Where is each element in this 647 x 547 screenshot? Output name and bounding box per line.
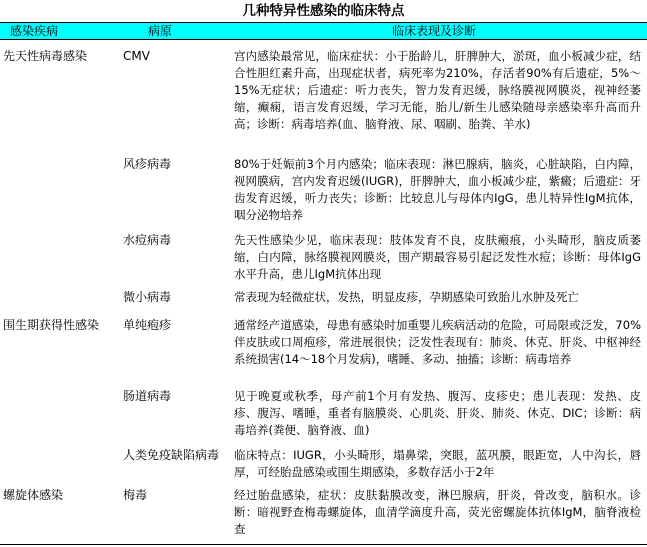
pathogen-hiv: 人类免疫缺陷病毒 [123,448,220,462]
header-pathogen: 病原 [148,24,173,38]
features-parvovirus: 常表现为轻微症状，发热，明显皮疹，孕期感染可致胎儿水肿及死亡 [234,290,579,304]
pathogen-cmv: CMV [123,49,150,63]
pathogen-syphilis: 梅毒 [123,488,148,502]
group-congenital-viral: 先天性病毒感染 [3,49,88,63]
features-enterovirus: 见于晚夏或秋季，母产前1个月有发热、腹泻、皮疹史；患儿表现：发热、皮疹、腹泻、嗜睡，重者有脑膜炎、心肌炎、肝炎、肺炎、休克、DIC；诊断：病毒培养(粪便、脑脊液、血) [234,389,641,437]
group-perinatal: 围生期获得性感染 [3,318,100,332]
features-varicella: 先天性感染少见，临床表现：肢体发育不良，皮肤瘢痕，小头畸形，脑皮质萎缩，白内障，脉络膜视网膜炎，围产期最容易引起泛发性水痘；诊断：母体IgG水平升高，患儿IgM抗体出现 [234,233,641,281]
features-rubella: 80%于妊娠前3个月内感染；临床表现：淋巴腺病，脑炎，心脏缺陷，白内障，视网膜病，宫内发育迟缓(IUGR)，肝脾肿大，血小板减少症，紫癜；后遗症：牙齿发育迟缓，听力丧失；诊断：比较息儿与母体内IgG，患儿特异性IgM抗体，咽分泌物培养 [234,157,641,222]
pathogen-parvovirus: 微小病毒 [123,290,172,304]
group-spirochete: 螺旋体感染 [3,488,64,502]
bottom-rule [0,544,647,545]
pathogen-rubella: 风疹病毒 [123,157,172,171]
pathogen-hsv: 单纯疱疹 [123,318,172,332]
pathogen-enterovirus: 肠道病毒 [123,389,172,403]
features-hiv: 临床特点：IUGR，小头畸形，塌鼻梁，突眼，蓝巩膜，眼距宽，人中沟长，唇厚，可经胎盘感染或围生期感染，多数存活小于2年 [234,448,641,479]
header-features: 临床表现及诊断 [392,24,477,38]
table-header [0,22,647,40]
features-hsv: 通常经产道感染，母患有感染时加重婴儿疾病活动的危险，可局限或泛发，70%伴皮肤或口周疱疹，常进展很快；泛发性表现有：肺炎、休克、肝炎、中枢神经系统损害(14～18个月发病)，嗜睡、多动、抽搐；诊断：病毒培养 [234,318,641,366]
features-syphilis: 经过胎盘感染，症状：皮肤黏膜改变，淋巴腺病，肝炎，骨改变，脑积水。诊断：暗视野查梅毒螺旋体，血清学滴度升高，荧光密螺旋体抗体IgM，脑脊液检查 [234,488,641,536]
header-disease: 感染疾病 [10,24,59,38]
pathogen-varicella: 水痘病毒 [123,233,172,247]
features-cmv: 宫内感染最常见，临床症状：小于胎龄儿，肝脾肿大，淤斑，血小板减少症，结合性胆红素升高，出现症状者，病死率为210%，存活者90%有后遗症，5%～15%无症状；后遗症：听力丧失，智力发育迟缓，脉络膜视网膜炎，视神经萎缩，癫痫，语言发育迟缓，学习无能，胎儿/新生儿感染随母亲感染率升高而升高；诊断：病毒培养(血、脑脊液、尿、咽刷、胎粪、羊水) [234,49,641,131]
table-title: 几种特异性感染的临床特点 [242,3,405,19]
